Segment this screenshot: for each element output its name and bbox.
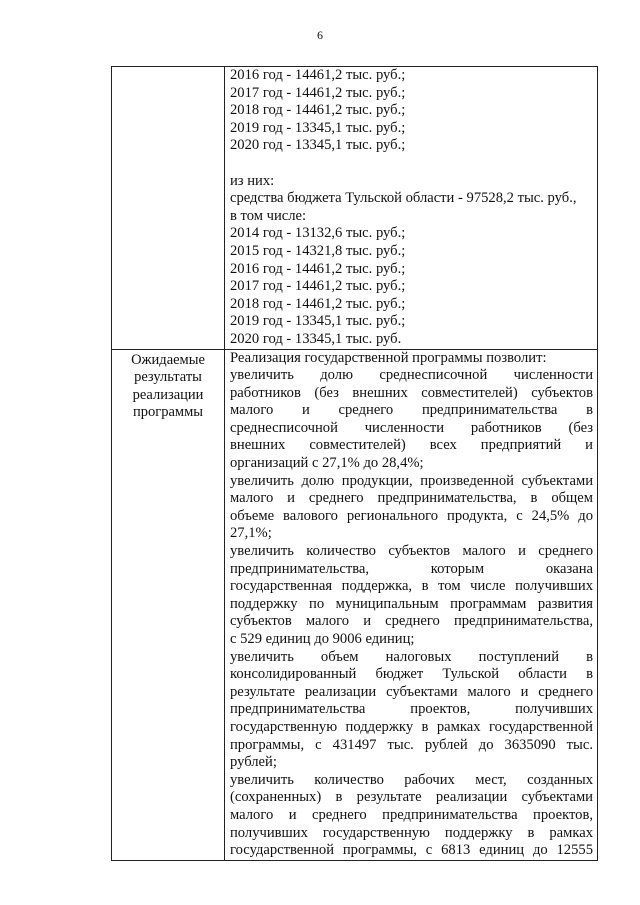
results-label-cell xyxy=(112,349,225,860)
results-line: государственной программы, с 6813 единиц до 12555 xyxy=(230,842,593,859)
results-line: субъектов малого и среднего предпринимательства, xyxy=(230,613,593,630)
funding-year-line: 2016 год - 14461,2 тыс. руб.; xyxy=(230,67,406,83)
results-line: среднесписочной численности работников (без xyxy=(230,419,593,436)
results-line: увеличить количество субъектов малого и среднего xyxy=(230,543,593,560)
label-line: Ожидаемые xyxy=(131,351,205,368)
budget-year-line: 2017 год - 14461,2 тыс. руб.; xyxy=(230,278,406,295)
results-line: малого и среднего предпринимательства проектов, xyxy=(230,806,593,823)
results-intro: Реализация государственной программы позволит: xyxy=(230,349,547,366)
including-label: в том числе: xyxy=(230,207,307,224)
budget-year-line: 2019 год - 13345,1 тыс. руб.; xyxy=(230,313,406,330)
label-line: результаты xyxy=(134,369,202,385)
funding-year-line: 2019 год - 13345,1 тыс. руб.; xyxy=(230,119,406,136)
results-rows xyxy=(230,367,593,860)
results-line: государственную поддержку в рамках государственной xyxy=(230,718,593,735)
results-line: поддержку по муниципальным программам развития xyxy=(230,595,593,612)
label-line: реализации xyxy=(132,386,204,403)
results-row xyxy=(112,349,598,860)
label-line: программы xyxy=(133,404,203,420)
results-line: объеме валового регионального продукта, с 24,5% до xyxy=(230,507,593,524)
budget-year-line: 2015 год - 14321,8 тыс. руб.; xyxy=(230,242,406,259)
results-line: программы, с 431497 тыс. рублей до 3635090 тыс. xyxy=(230,736,593,753)
results-line: предпринимательства, которым оказана xyxy=(230,560,593,577)
results-content-cell xyxy=(225,349,598,860)
results-line: увеличить долю среднесписочной численности xyxy=(230,367,593,384)
results-line: малого и среднего предпринимательства, в общем xyxy=(230,490,593,507)
results-line: увеличить долю продукции, произведенной субъектами xyxy=(230,472,593,489)
results-line: работников (без внешних совместителей) субъектов xyxy=(230,384,593,401)
results-line: получивших государственную поддержку в рамках xyxy=(230,824,593,841)
budget-year-line: 2014 год - 13132,6 тыс. руб.; xyxy=(230,225,406,242)
funding-content-cell xyxy=(225,67,598,350)
page-number: 6 xyxy=(317,28,323,42)
funding-year-line: 2018 год - 14461,2 тыс. руб.; xyxy=(230,102,406,119)
funding-text xyxy=(225,67,597,349)
results-line: с 529 единиц до 9006 единиц; xyxy=(230,631,415,647)
results-line: внешних совместителей) всех предприятий и xyxy=(230,437,593,454)
results-line: увеличить объем налоговых поступлений в xyxy=(230,648,593,665)
spacer xyxy=(230,155,593,173)
results-line: государственная поддержка, в том числе получивших xyxy=(230,578,593,595)
regional-budget-line: средства бюджета Тульской области - 97528,2 тыс. руб., xyxy=(230,190,577,207)
results-line: увеличить количество рабочих мест, созданных xyxy=(230,771,593,788)
budget-year-line: 2018 год - 14461,2 тыс. руб.; xyxy=(230,295,406,312)
funding-row xyxy=(112,67,598,350)
program-passport-table xyxy=(111,66,598,861)
results-line: организаций с 27,1% до 28,4%; xyxy=(230,455,424,472)
funding-label-cell xyxy=(112,67,225,350)
results-line: рублей; xyxy=(230,754,277,771)
results-line: предпринимательства проектов, получивших xyxy=(230,701,593,718)
results-line: малого и среднего предпринимательства в xyxy=(230,402,593,419)
results-line: 27,1%; xyxy=(230,525,272,542)
budget-year-line: 2016 год - 14461,2 тыс. руб.; xyxy=(230,260,406,277)
results-line: результате реализации субъектами малого и среднего xyxy=(230,683,593,700)
results-label xyxy=(112,350,224,422)
results-text xyxy=(225,350,597,860)
of-them-label: из них: xyxy=(230,172,275,189)
funding-year-line: 2017 год - 14461,2 тыс. руб.; xyxy=(230,84,406,101)
results-line: (сохраненных) в результате реализации субъектами xyxy=(230,789,593,806)
results-line: консолидированный бюджет Тульской области в xyxy=(230,666,593,683)
funding-year-line: 2020 год - 13345,1 тыс. руб.; xyxy=(230,137,406,154)
budget-year-line: 2020 год - 13345,1 тыс. руб. xyxy=(230,330,402,347)
